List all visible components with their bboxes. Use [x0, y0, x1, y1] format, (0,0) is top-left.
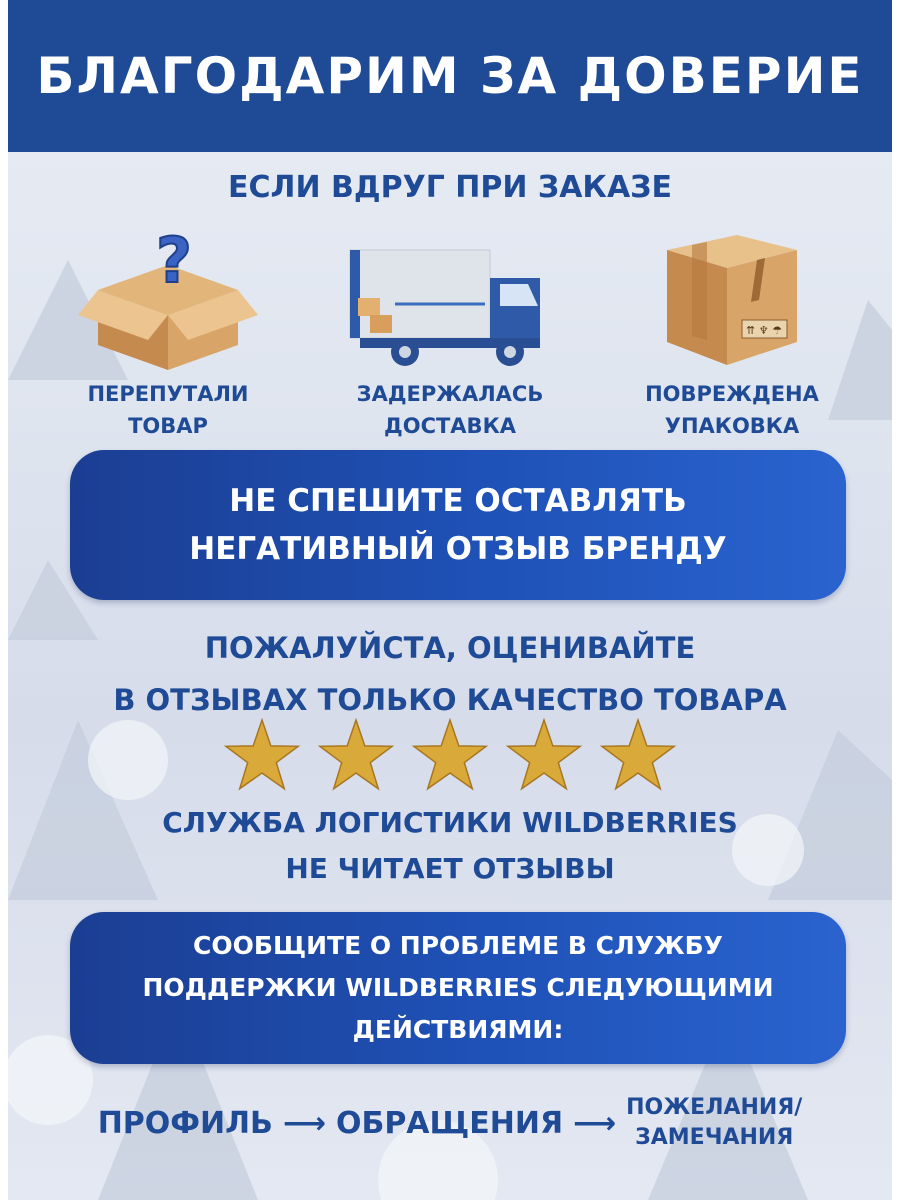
svg-text:?: ?	[156, 224, 192, 297]
rate-quality-text	[8, 622, 892, 726]
banner-line: ПОДДЕРЖКИ WILDBERRIES СЛЕДУЮЩИМИ	[142, 973, 774, 1002]
issue-label: ПЕРЕПУТАЛИ ТОВАР	[87, 382, 249, 438]
issue-label: ПОВРЕЖДЕНА УПАКОВКА	[645, 382, 819, 438]
header-banner	[8, 0, 892, 152]
damaged-box-icon	[647, 220, 817, 370]
star-icon	[226, 720, 298, 789]
banner-line: ДЕЙСТВИЯМИ:	[352, 1015, 564, 1044]
arrow-right-icon: ⟶	[573, 1105, 617, 1141]
rate-line: В ОТЗЫВАХ ТОЛЬКО КАЧЕСТВО ТОВАРА	[113, 683, 787, 717]
issue-label: ЗАДЕРЖАЛАСЬ ДОСТАВКА	[356, 382, 544, 438]
banner-line: СООБЩИТЕ О ПРОБЛЕМЕ В СЛУЖБУ	[193, 931, 723, 960]
path-step-profile: ПРОФИЛЬ	[97, 1105, 273, 1141]
issue-item-delayed-delivery	[320, 220, 580, 442]
poster	[8, 0, 892, 1200]
svg-text:⇈ ♆ ☂: ⇈ ♆ ☂	[746, 324, 782, 337]
star-icon	[320, 720, 392, 789]
page-title: БЛАГОДАРИМ ЗА ДОВЕРИЕ	[36, 47, 864, 105]
arrow-right-icon: ⟶	[282, 1105, 326, 1141]
issue-list	[8, 220, 892, 445]
banner-line: НЕГАТИВНЫЙ ОТЗЫВ БРЕНДУ	[189, 531, 727, 567]
path-step-feedback: ПОЖЕЛАНИЯ/ ЗАМЕЧАНИЯ	[626, 1095, 803, 1150]
path-step-requests: ОБРАЩЕНИЯ	[335, 1105, 564, 1141]
rate-line: ПОЖАЛУЙСТА, ОЦЕНИВАЙТЕ	[204, 631, 696, 665]
question-box-icon	[78, 220, 258, 370]
star-rating	[8, 718, 892, 798]
support-banner	[70, 912, 846, 1064]
logistics-line: СЛУЖБА ЛОГИСТИКИ WILDBERRIES	[162, 806, 738, 839]
star-icon	[508, 720, 580, 789]
issue-item-wrong-product	[38, 220, 298, 442]
subtitle: ЕСЛИ ВДРУГ ПРИ ЗАКАЗЕ	[228, 170, 672, 205]
star-icon	[602, 720, 674, 789]
support-path	[8, 1088, 892, 1158]
warning-banner	[70, 450, 846, 600]
issue-item-damaged-package	[602, 220, 862, 442]
delivery-truck-icon	[340, 220, 560, 370]
logistics-line: НЕ ЧИТАЕТ ОТЗЫВЫ	[285, 852, 615, 885]
banner-line: НЕ СПЕШИТЕ ОСТАВЛЯТЬ	[229, 483, 687, 519]
logistics-text	[8, 800, 892, 892]
star-icon	[414, 720, 486, 789]
